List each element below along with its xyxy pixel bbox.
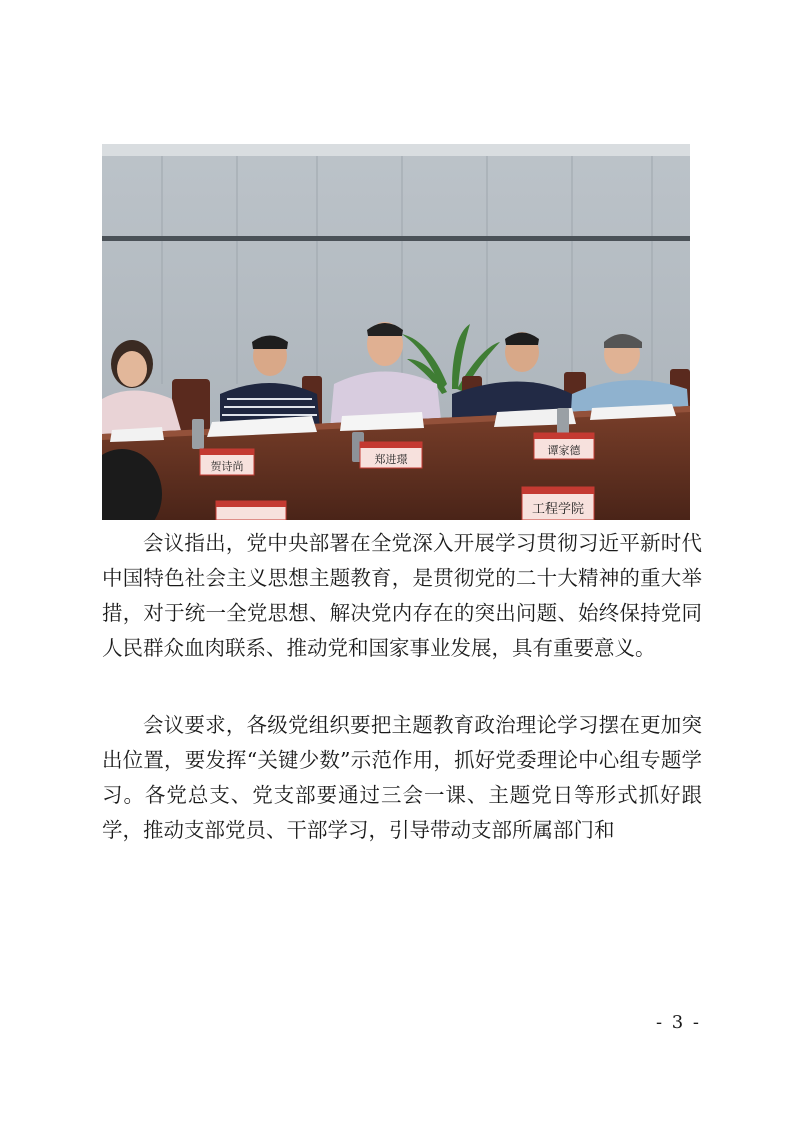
name-card-2 xyxy=(360,442,422,468)
paragraph-1: 会议指出，党中央部署在全党深入开展学习贯彻习近平新时代中国特色社会主义思想主题教育，是贯彻党的二十大精神的重大举措，对于统一全党思想、解决党内存在的突出问题、始终保持党同人民群众血肉联系、推动党和国家事业发展，具有重要意义。 xyxy=(102,531,702,660)
name-card-1 xyxy=(200,449,254,475)
name-card-2-label: 郑进璟 xyxy=(374,453,408,466)
meeting-photo xyxy=(102,144,690,520)
name-card-3 xyxy=(534,433,594,459)
name-card-1-label: 贺诗尚 xyxy=(210,460,244,473)
page-number: - 3 - xyxy=(655,1012,701,1033)
name-card-3-label: 谭家德 xyxy=(547,444,581,457)
paragraph-2: 会议要求，各级党组织要把主题教育政治理论学习摆在更加突出位置，要发挥“关键少数”示范作用，抓好党委理论中心组专题学习。各党总支、党支部要通过三会一课、主题党日等形式抓好跟学，推动支部党员、干部学习，引导带动支部所属部门和 xyxy=(102,713,702,842)
name-card-4 xyxy=(522,487,594,520)
name-card-4-label: 工程学院 xyxy=(531,502,585,517)
